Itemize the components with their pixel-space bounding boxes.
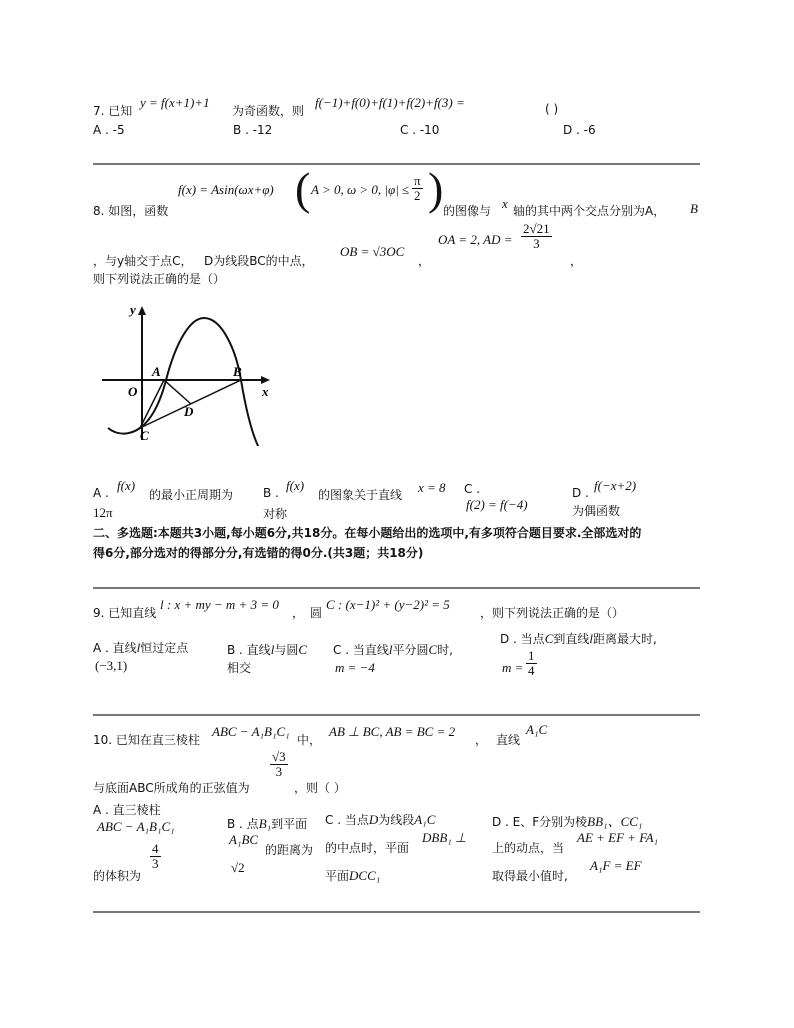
q8-opt-c-eq: f(2) = f(−4) — [466, 497, 528, 512]
q8-opt-a-pre: A . — [93, 486, 109, 500]
q10-opt-b-plane: A₁BC — [229, 832, 259, 847]
q8-pi-over-two: $\frac{\pi}{2}$ — [414, 173, 421, 203]
q8-opt-d-post: 为偶函数 — [572, 504, 621, 518]
graph-label-o: O — [128, 384, 138, 399]
q10-opt-a-fraction: $\frac{4}{3}$ — [152, 841, 159, 871]
q10-opt-d-3: 取得最小值时, — [492, 869, 568, 883]
graph-label-x: x — [262, 384, 269, 399]
q10-opt-b-val: √2 — [231, 860, 245, 875]
q9-opt-a: A . 直线l恒过定点 — [93, 640, 189, 655]
q10-opt-c-plane1: DBB₁ ⊥ — [422, 830, 467, 845]
graph-label-a: A — [152, 364, 161, 379]
q7-option-d: D . -6 — [563, 123, 596, 137]
section-2-line-1: 二、多选题:本题共3小题,每小题6分,共18分。在每小题给出的选项中,有多项符合题目要求.全部选对的 — [93, 526, 642, 540]
q7-option-a: A . -5 — [93, 123, 125, 137]
q10-opt-c: C . 当点D为线段A₁C — [325, 812, 436, 827]
q10-stem-pre: 10. 已知在直三棱柱 — [93, 733, 200, 747]
q9-stem-post: ，则下列说法正确的是（） — [480, 606, 625, 620]
q8-right-paren: ) — [428, 163, 444, 214]
q7-function-def: y = f(x+1)+1 — [140, 95, 210, 110]
q8-stem-post: 的图像与 — [443, 204, 492, 218]
q9-opt-c-m: m = −4 — [335, 660, 375, 675]
q8-stem-pre: 8. 如图，函数 — [93, 204, 169, 218]
q9-opt-b-tail: 相交 — [227, 661, 252, 675]
q9-opt-d: D . 当点C到直线l距离最大时, — [500, 631, 657, 646]
q8-opt-d-f: f(−x+2) — [594, 478, 637, 493]
q8-sine-graph — [98, 300, 276, 446]
q10-sine-fraction: $\frac{√3}{3}$ — [272, 749, 286, 779]
q10-line-pre: 直线 — [496, 733, 521, 747]
q9-opt-d-fraction: $\frac{1}{4}$ — [528, 648, 535, 678]
q8-oa-ad: OA = 2, AD = — [438, 232, 513, 247]
q8-point-b: B — [690, 201, 698, 216]
q8-opt-a-val: 12π — [93, 505, 113, 520]
q8-comma-2: ， — [570, 254, 583, 268]
q9-opt-b: B . 直线l与圆C — [227, 642, 307, 657]
segment-ca — [140, 380, 164, 428]
q10-line2-post: ，则（ ） — [294, 781, 346, 795]
divider — [93, 911, 700, 913]
q9-comma: ， — [292, 606, 305, 620]
x-axis-arrow — [261, 376, 270, 384]
graph-label-y: y — [130, 302, 136, 317]
q9-stem-pre: 9. 已知直线 — [93, 606, 157, 620]
q10-opt-a-2: 的体积为 — [93, 869, 142, 883]
q8-opt-b-post: 的图象关于直线 — [318, 488, 403, 502]
q9-circle-pre: 圆 — [310, 606, 323, 620]
q8-line2-pre: ，与y轴交于点C， — [93, 254, 193, 268]
q8-x-var: x — [502, 196, 508, 211]
divider — [93, 714, 700, 716]
q8-condition: A > 0, ω > 0, |φ| ≤ — [311, 182, 410, 197]
q8-comma-1: ， — [418, 254, 431, 268]
q8-ad-fraction: $\frac{2√21}{3}$ — [523, 221, 550, 251]
q10-comma: ， — [475, 733, 488, 747]
q7-option-b: B . -12 — [233, 123, 273, 137]
q8-line2-mid: D为线段BC的中点， — [204, 254, 314, 268]
q10-opt-d-2: 上的动点，当 — [492, 841, 565, 855]
q10-opt-b: B . 点B₁到平面 — [227, 816, 308, 831]
divider — [93, 163, 700, 165]
y-axis-arrow — [138, 306, 146, 315]
q8-opt-c-pre: C . — [464, 482, 481, 496]
segment-ad — [164, 380, 191, 404]
section-2-line-2: 得6分,部分选对的得部分分,有选错的得0分.(共3题；共18分) — [93, 546, 424, 560]
graph-label-c: C — [140, 428, 149, 443]
q8-opt-b-eq: x = 8 — [418, 480, 446, 495]
q9-opt-d-m: m = — [502, 660, 524, 675]
q10-opt-c-4: 平面DCC₁ — [325, 868, 381, 883]
q8-opt-b-tail: 对称 — [263, 507, 288, 521]
q7-sum-expression: f(−1)+f(0)+f(1)+f(2)+f(3) = — [315, 95, 465, 110]
q9-opt-c: C . 当直线l平分圆C时, — [333, 642, 453, 657]
q8-ob-eq: OB = √3OC — [340, 244, 405, 259]
graph-label-b: B — [233, 364, 242, 379]
q7-option-c: C . -10 — [400, 123, 440, 137]
q7-stem-pre: 7. 已知 — [93, 104, 133, 118]
q9-line-eq: l : x + my − m + 3 = 0 — [160, 597, 279, 612]
q8-opt-b-f: f(x) — [286, 478, 305, 493]
q8-opt-a-f: f(x) — [117, 478, 136, 493]
q7-stem-mid: 为奇函数，则 — [232, 104, 305, 118]
q8-stem-post2: 轴的其中两个交点分别为A， — [513, 204, 666, 218]
q10-line-name: A₁C — [526, 722, 548, 737]
q10-opt-a-prism: ABC − A₁B₁C₁ — [97, 819, 175, 834]
q8-formula: f(x) = Asin(ωx+φ) — [178, 182, 274, 197]
q10-opt-a-1: A . 直三棱柱 — [93, 803, 161, 817]
q10-opt-d-sum: AE + EF + FA₁ — [577, 830, 659, 845]
q8-opt-b-pre: B . — [263, 486, 279, 500]
q7-answer-paren: ( ) — [545, 102, 559, 116]
q10-opt-d: D . E、F分别为棱BB₁、CC₁ — [492, 814, 643, 829]
q10-stem-mid: 中， — [297, 733, 322, 747]
q9-circle-eq: C : (x−1)² + (y−2)² = 5 — [326, 597, 450, 612]
graph-label-d: D — [184, 404, 194, 419]
divider — [93, 587, 700, 589]
q9-opt-a-point: (−3,1) — [95, 658, 128, 673]
q8-left-paren: ( — [295, 163, 311, 214]
q8-opt-d-pre: D . — [572, 486, 589, 500]
q10-condition: AB ⊥ BC, AB = BC = 2 — [329, 724, 456, 739]
q8-opt-a-post: 的最小正周期为 — [149, 488, 234, 502]
q10-line2: 与底面ABC所成角的正弦值为 — [93, 781, 250, 795]
q10-opt-c-3: 的中点时，平面 — [325, 841, 410, 855]
q10-opt-b-3: 的距离为 — [265, 843, 314, 857]
q8-line3: 则下列说法正确的是（） — [93, 272, 226, 286]
q10-prism: ABC − A₁B₁C₁ — [212, 724, 290, 739]
q10-opt-d-eq: A₁F = EF — [590, 858, 642, 873]
